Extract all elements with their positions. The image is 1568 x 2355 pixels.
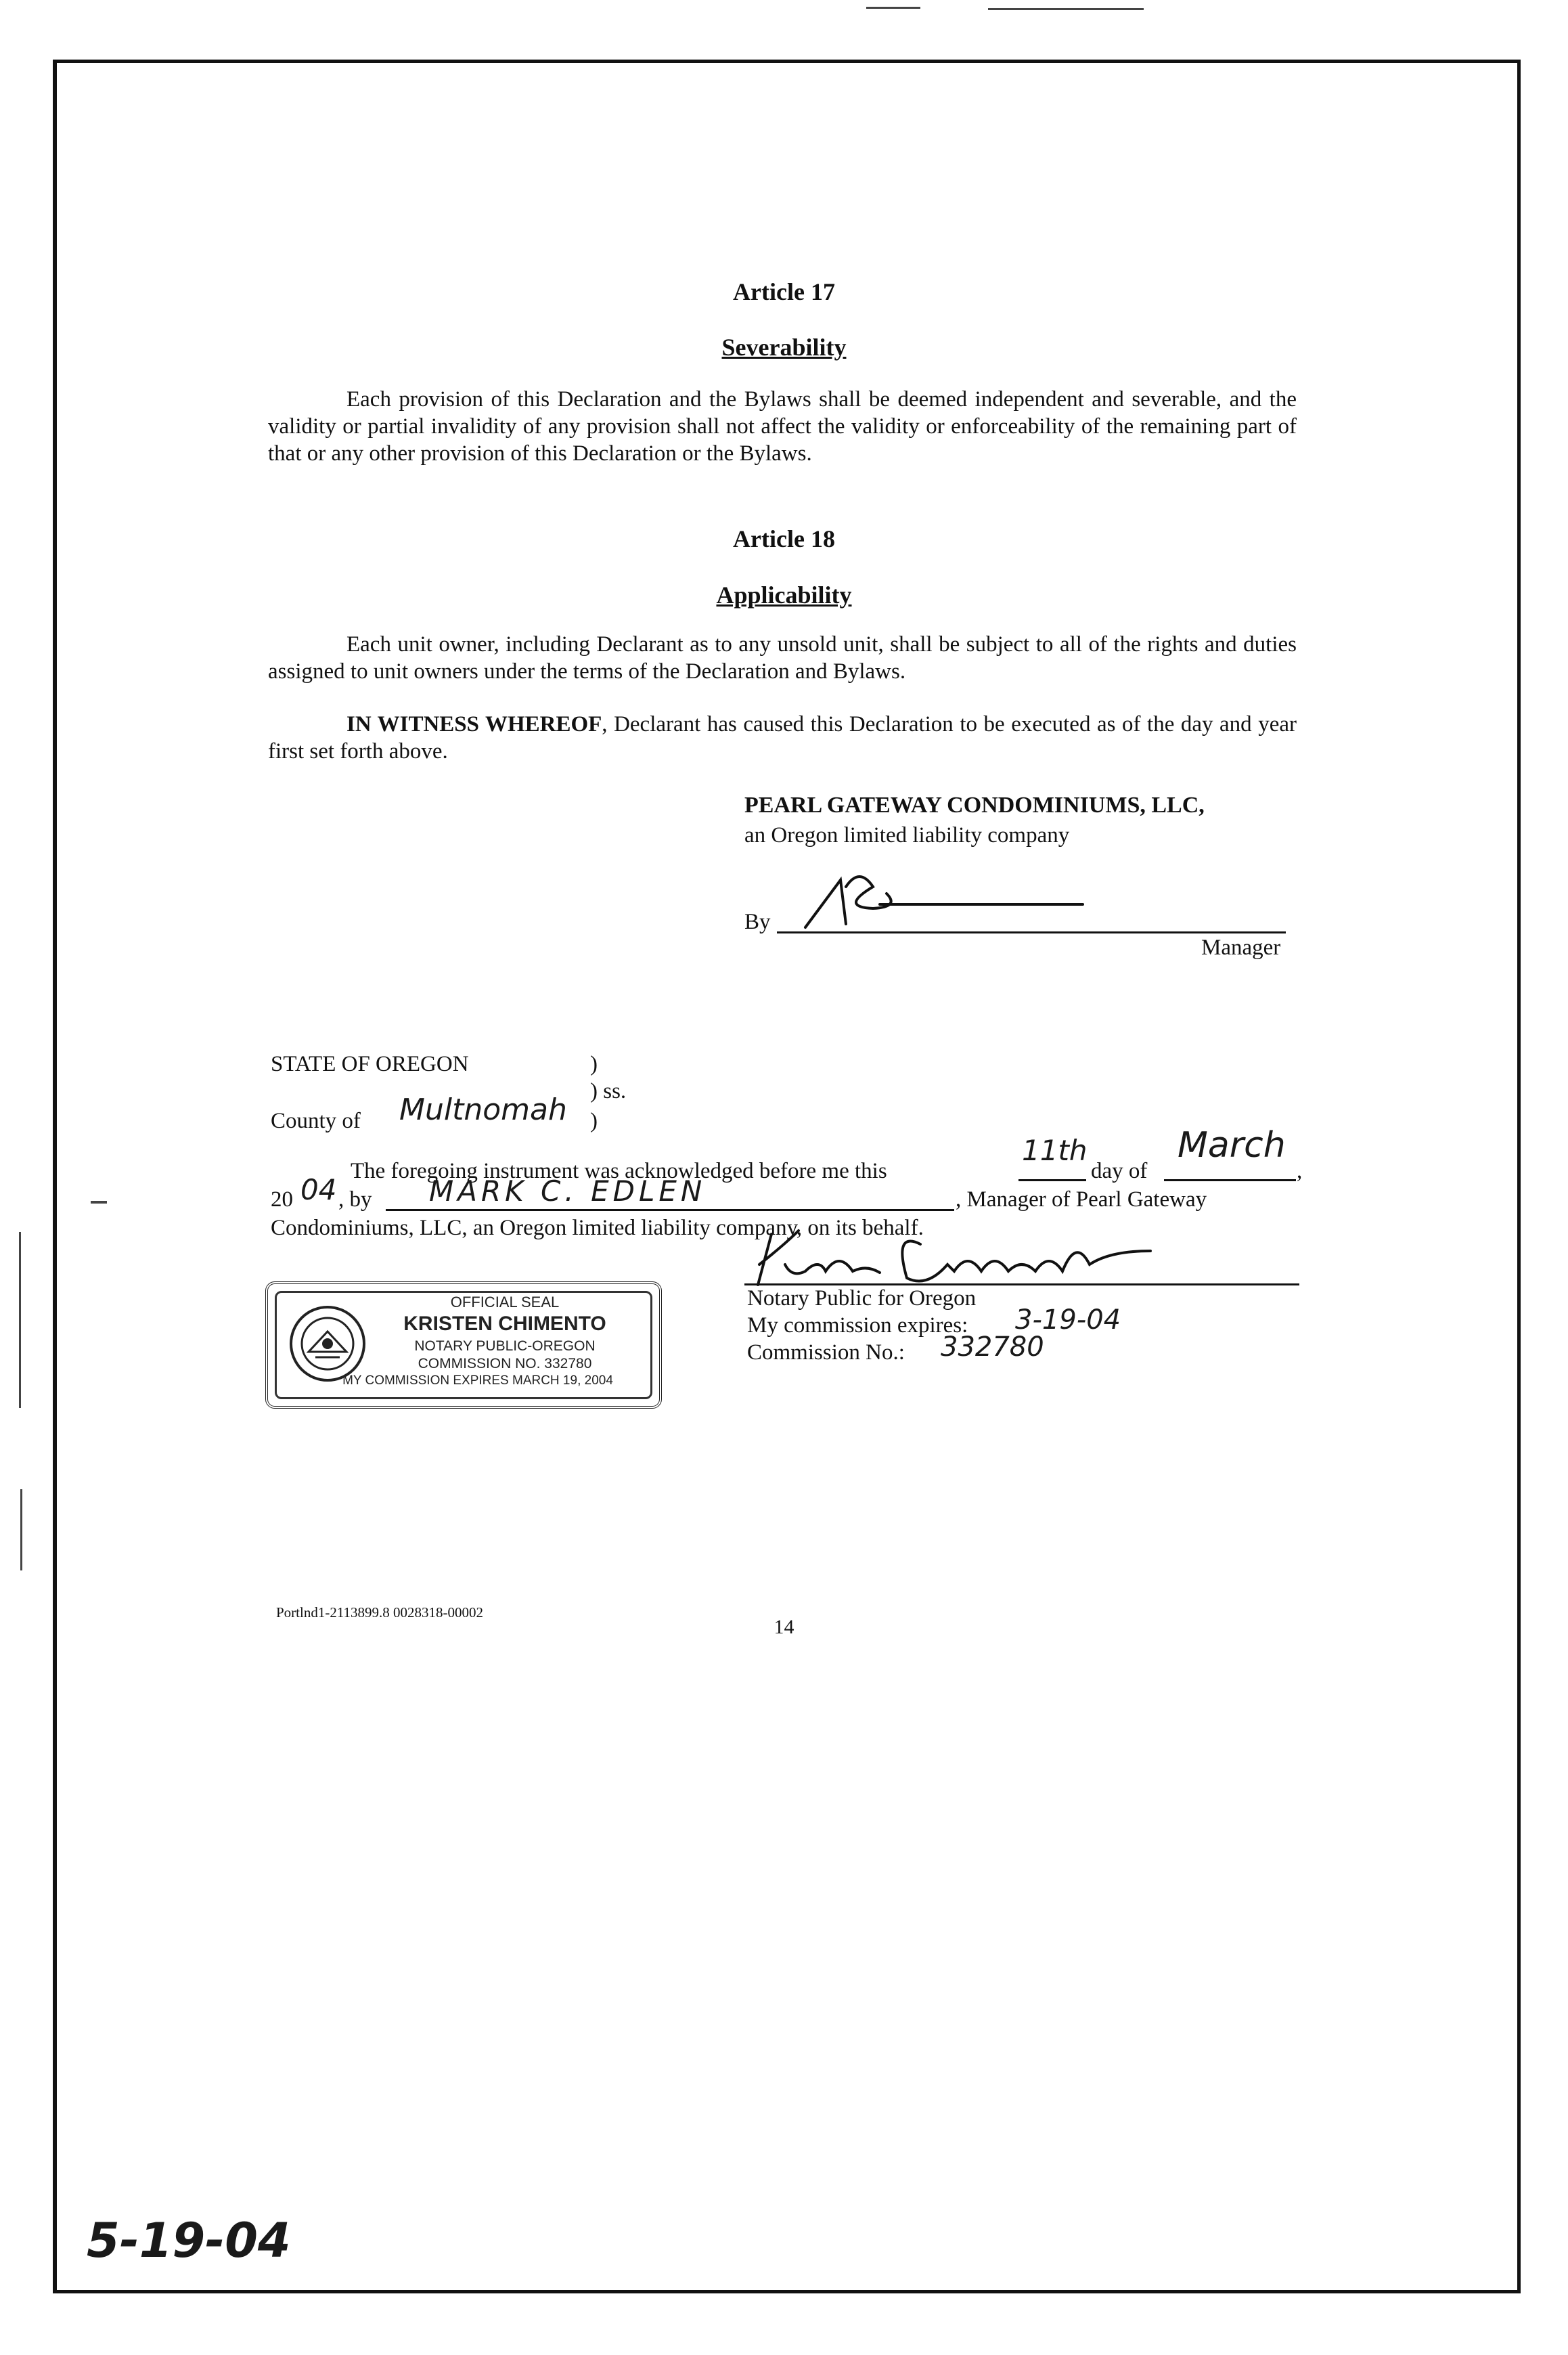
county-value: Multnomah xyxy=(399,1093,567,1127)
state-label: STATE OF OREGON xyxy=(271,1052,469,1076)
manager-title: Manager xyxy=(1201,936,1281,960)
seal-line-5: MY COMMISSION EXPIRES MARCH 19, 2004 xyxy=(342,1373,613,1388)
witness-text: , Declarant has caused this Declaration to be executed as of the day and year first set forth above. xyxy=(268,712,1297,764)
month-line xyxy=(1164,1179,1296,1181)
handwritten-date: 5-19-04 xyxy=(87,2213,291,2268)
article-18-text: Each unit owner, including Declarant as to any unsold unit, shall be subject to all of the rights and duties assigned to unit owners under the terms of the Declaration and Bylaws. xyxy=(268,632,1297,684)
venue-paren-1: ) xyxy=(590,1052,598,1076)
county-label: County of xyxy=(271,1109,361,1133)
manager-of-text: , Manager of Pearl Gateway xyxy=(956,1187,1207,1212)
day-line xyxy=(1018,1179,1086,1181)
scan-mark xyxy=(988,8,1144,10)
state-seal-icon xyxy=(288,1304,367,1383)
notary-public-label: Notary Public for Oregon xyxy=(747,1286,977,1311)
manager-signature xyxy=(799,860,1096,934)
day-of-label: day of xyxy=(1091,1159,1148,1183)
article-17-text: Each provision of this Declaration and the Bylaws shall be deemed independent and severable, and the validity or partial invalidity of any provision shall not affect the validity or enforceability of the remaining part of that or any other provision of this Declaration or the Bylaws. xyxy=(268,387,1297,466)
acknowledgement-line-3: Condominiums, LLC, an Oregon limited liability company, on its behalf. xyxy=(271,1216,924,1240)
day-value: 11th xyxy=(1022,1134,1088,1167)
notary-signature xyxy=(744,1224,1164,1292)
signer-name: MARK C. EDLEN xyxy=(429,1174,707,1208)
article-18-title: Applicability xyxy=(716,581,852,609)
year-value: 04 xyxy=(300,1173,337,1206)
seal-line-2: KRISTEN CHIMENTO xyxy=(403,1313,606,1335)
scan-mark xyxy=(91,1201,107,1204)
page-number: 14 xyxy=(774,1616,794,1638)
article-17-title: Severability xyxy=(721,334,847,361)
venue-paren-3: ) xyxy=(590,1109,598,1133)
seal-line-3: NOTARY PUBLIC-OREGON xyxy=(414,1338,596,1354)
seal-line-4: COMMISSION NO. 332780 xyxy=(418,1356,592,1371)
commission-expires-value: 3-19-04 xyxy=(1015,1304,1121,1336)
company-description: an Oregon limited liability company xyxy=(744,823,1070,848)
signer-line xyxy=(386,1209,954,1211)
witness-lead: IN WITNESS WHEREOF xyxy=(346,712,602,736)
commission-number-label: Commission No.: xyxy=(747,1340,905,1365)
commission-expires-label: My commission expires: xyxy=(747,1313,968,1338)
seal-line-1: OFFICIAL SEAL xyxy=(450,1294,560,1311)
commission-number-value: 332780 xyxy=(941,1331,1044,1363)
by-label: By xyxy=(744,910,771,934)
comma: , xyxy=(1297,1159,1303,1183)
witness-paragraph xyxy=(268,711,1297,765)
article-18-number: Article 18 xyxy=(733,525,835,552)
month-value: March xyxy=(1178,1125,1286,1166)
year-prefix: 20 xyxy=(271,1187,293,1212)
venue-ss: ) ss. xyxy=(590,1079,627,1103)
company-name: PEARL GATEWAY CONDOMINIUMS, LLC, xyxy=(744,793,1205,818)
by-text: , by xyxy=(338,1187,372,1212)
scan-mark xyxy=(20,1489,22,1570)
scan-mark xyxy=(19,1232,21,1408)
official-seal xyxy=(265,1281,662,1409)
article-17-number: Article 17 xyxy=(733,278,835,305)
document-id: Portlnd1-2113899.8 0028318-00002 xyxy=(276,1604,484,1621)
scan-mark xyxy=(866,7,920,9)
acknowledgement-text: The foregoing instrument was acknowledged before me this xyxy=(351,1159,887,1183)
